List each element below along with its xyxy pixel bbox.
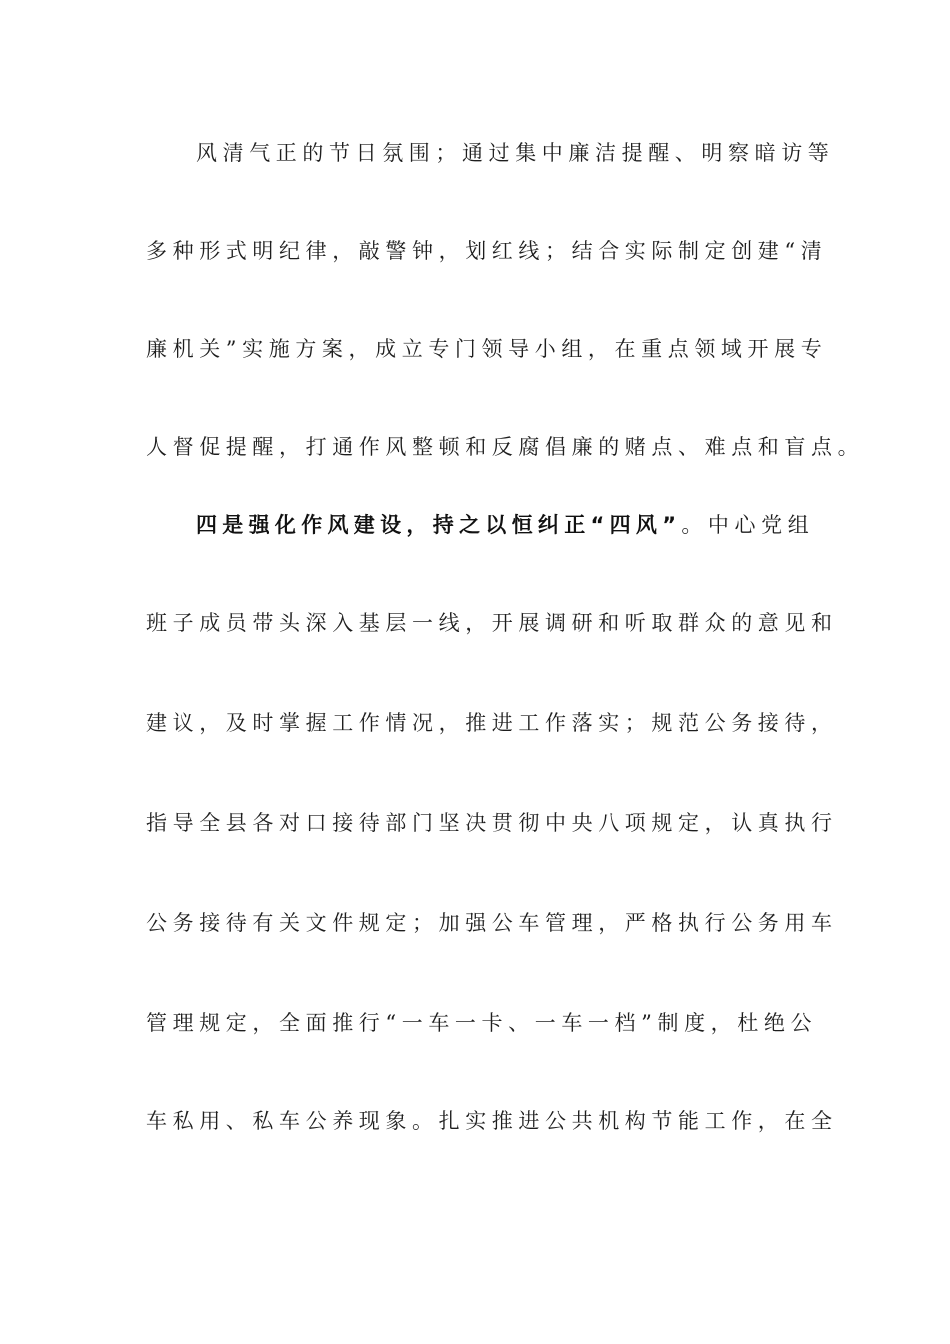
section-heading-tail: 。中心党组 — [681, 513, 815, 537]
paragraph-line: 风清气正的节日氛围；通过集中廉洁提醒、明察暗访等 — [196, 141, 835, 165]
paragraph-line: 指导全县各对口接待部门坚决贯彻中央八项规定，认真执行 — [146, 811, 838, 835]
section-heading: 四是强化作风建设，持之以恒纠正“四风” — [196, 513, 682, 537]
paragraph-line: 管理规定，全面推行“一车一卡、一车一档”制度，杜绝公 — [146, 1011, 818, 1035]
paragraph-line: 廉机关”实施方案，成立专门领导小组，在重点领域开展专 — [146, 337, 828, 361]
paragraph-line: 建议，及时掌握工作情况，推进工作落实；规范公务接待， — [146, 711, 838, 735]
paragraph-line: 公务接待有关文件规定；加强公车管理，严格执行公务用车 — [146, 911, 838, 935]
paragraph-line: 班子成员带头深入基层一线，开展调研和听取群众的意见和 — [146, 611, 838, 635]
paragraph-line: 车私用、私车公养现象。扎实推进公共机构节能工作，在全 — [146, 1109, 838, 1133]
paragraph-line: 人督促提醒，打通作风整顿和反腐倡廉的赌点、难点和盲点。 — [146, 435, 865, 459]
section-heading-line — [196, 512, 815, 538]
paragraph-line: 多种形式明纪律，敲警钟，划红线；结合实际制定创建“清 — [146, 239, 828, 263]
